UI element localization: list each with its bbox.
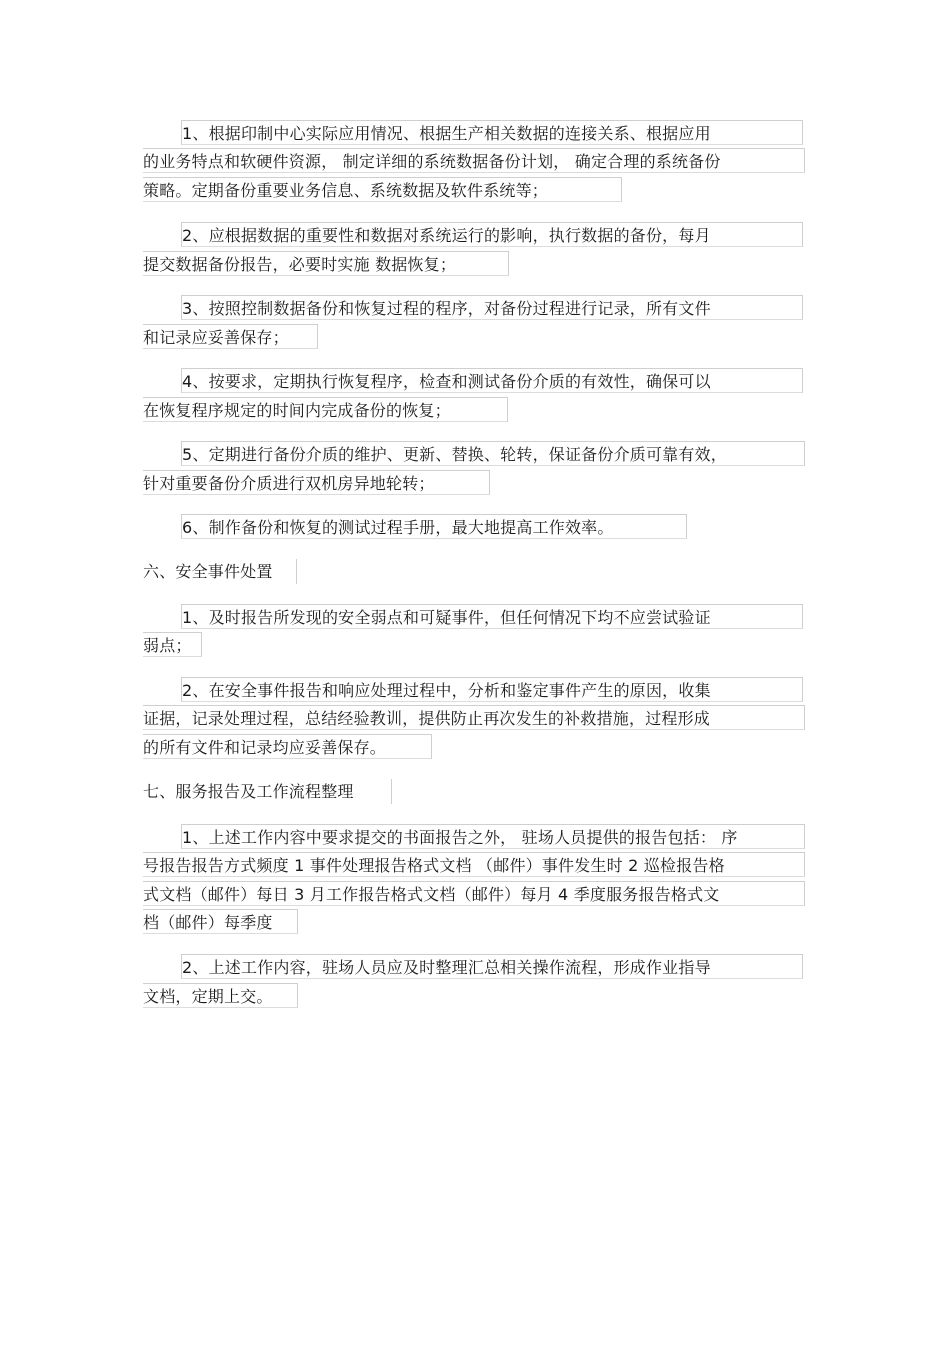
text-line: 6、制作备份和恢复的测试过程手册，最大地提高工作效率。 xyxy=(181,514,687,539)
text-line: 2、在安全事件报告和响应处理过程中，分析和鉴定事件产生的原因，收集 xyxy=(181,677,803,702)
text-line: 的业务特点和软硬件资源， 制定详细的系统数据备份计划， 确定合理的系统备份 xyxy=(143,148,805,173)
text-line: 1、根据印制中心实际应用情况、根据生产相关数据的连接关系、根据应用 xyxy=(181,120,803,145)
text-line: 1、上述工作内容中要求提交的书面报告之外， 驻场人员提供的报告包括： 序 xyxy=(181,824,805,849)
text-line: 3、按照控制数据备份和恢复过程的程序，对备份过程进行记录，所有文件 xyxy=(181,295,803,320)
text-line: 5、定期进行备份介质的维护、更新、替换、轮转，保证备份介质可靠有效， xyxy=(181,441,805,466)
text-line: 提交数据备份报告，必要时实施 数据恢复； xyxy=(143,251,509,276)
text-line: 2、应根据数据的重要性和数据对系统运行的影响，执行数据的备份，每月 xyxy=(181,222,803,247)
section-heading: 六、安全事件处置 xyxy=(143,559,297,584)
text-line: 在恢复程序规定的时间内完成备份的恢复； xyxy=(143,397,508,422)
text-line: 的所有文件和记录均应妥善保存。 xyxy=(143,734,432,759)
text-line: 弱点； xyxy=(143,632,202,657)
text-line: 策略。定期备份重要业务信息、系统数据及软件系统等； xyxy=(143,177,622,202)
text-line: 式文档（邮件）每日 3 月工作报告格式文档（邮件）每月 4 季度服务报告格式文 xyxy=(143,881,805,906)
text-line: 号报告报告方式频度 1 事件处理报告格式文档 （邮件）事件发生时 2 巡检报告格 xyxy=(143,852,805,877)
section-heading: 七、服务报告及工作流程整理 xyxy=(143,779,392,804)
text-line: 证据，记录处理过程，总结经验教训，提供防止再次发生的补救措施，过程形成 xyxy=(143,705,805,730)
text-line: 档（邮件）每季度 xyxy=(143,909,298,934)
text-line: 1、及时报告所发现的安全弱点和可疑事件，但任何情况下均不应尝试验证 xyxy=(181,604,803,629)
text-line: 2、上述工作内容，驻场人员应及时整理汇总相关操作流程，形成作业指导 xyxy=(181,954,803,979)
text-line: 4、按要求，定期执行恢复程序，检查和测试备份介质的有效性，确保可以 xyxy=(181,368,803,393)
text-line: 和记录应妥善保存； xyxy=(143,324,318,349)
text-line: 文档，定期上交。 xyxy=(143,983,298,1008)
text-line: 针对重要备份介质进行双机房异地轮转； xyxy=(143,470,490,495)
